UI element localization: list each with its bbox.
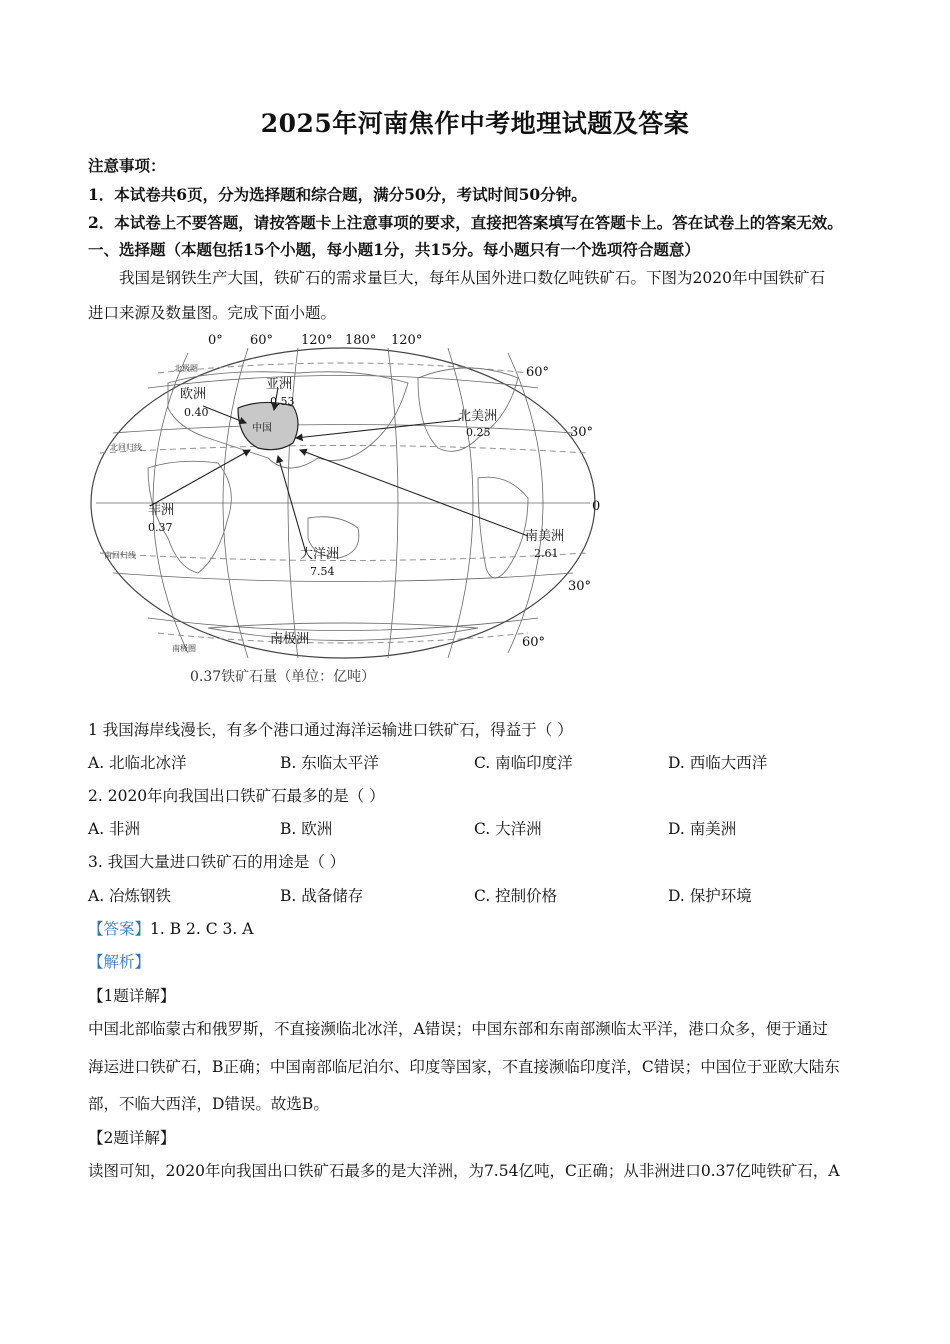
detail-1-line-2: 海运进口铁矿石，B正确；中国南部临尼泊尔、印度等国家，不直接濒临印度洋，C错误；中国位于亚欧大陆东 <box>88 1058 840 1076</box>
map-legend: 0.37铁矿石量（单位：亿吨） <box>190 669 376 685</box>
source-name-asia: 亚洲 <box>266 377 293 392</box>
notes-item-1: 1．本试卷共6页，分为选择题和综合题，满分50分，考试时间50分钟。 <box>88 185 587 204</box>
answer-text: 1. B 2. C 3. A <box>150 920 254 938</box>
answer-tag: 【答案】 <box>88 920 151 938</box>
q2-option-a: A. 非洲 <box>88 820 141 838</box>
q2-option-c: C. 大洋洲 <box>474 820 542 838</box>
q3-option-a: A. 冶炼钢铁 <box>88 887 172 905</box>
lon-label: 0° <box>208 333 223 348</box>
question-3-stem: 3. 我国大量进口铁矿石的用途是（ ） <box>88 853 346 871</box>
label-arctic-circle: 北极圈 <box>174 364 198 373</box>
intro-line-2: 进口来源及数量图。完成下面小题。 <box>88 304 337 322</box>
source-value-north-america: 0.25 <box>466 426 491 439</box>
source-value-south-america: 2.61 <box>534 547 559 560</box>
lat-label: 60° <box>526 365 550 380</box>
page-title: 2025年河南焦作中考地理试题及答案 <box>260 109 690 138</box>
detail-1-heading: 【1题详解】 <box>88 987 176 1005</box>
source-labels <box>148 377 564 647</box>
latitude-labels <box>522 365 600 650</box>
q1-option-d: D. 西临大西洋 <box>668 754 768 772</box>
question-2-stem: 2. 2020年向我国出口铁矿石最多的是（ ） <box>88 787 385 805</box>
question-1-stem: 1 我国海岸线漫长，有多个港口通过海洋运输进口铁矿石，得益于（ ） <box>88 721 573 739</box>
detail-2-line-1: 读图可知，2020年向我国出口铁矿石最多的是大洋洲，为7.54亿吨，C正确；从非洲进口0.37亿吨铁矿石，A <box>88 1162 840 1180</box>
section-heading: 一、选择题（本题包括15个小题，每小题1分，共15分。每小题只有一个选项符合题意） <box>88 240 700 259</box>
notes-heading: 注意事项： <box>88 156 166 175</box>
answer-line <box>88 917 253 939</box>
q3-option-c: C. 控制价格 <box>474 887 558 905</box>
source-value-africa: 0.37 <box>148 521 173 534</box>
arrow-africa <box>150 450 250 506</box>
label-tropic-capricorn: 南回归线 <box>104 551 136 560</box>
intro-line-1: 我国是钢铁生产大国，铁矿石的需求量巨大，每年从国外进口数亿吨铁矿石。下图为2020年中国铁矿石 <box>119 269 825 287</box>
map-label-china: 中国 <box>252 423 272 434</box>
lat-label: 0 <box>592 499 601 514</box>
q1-option-c: C. 南临印度洋 <box>474 754 573 772</box>
source-value-asia: 0.53 <box>270 395 295 408</box>
source-name-south-america: 南美洲 <box>525 529 565 544</box>
q2-option-d: D. 南美洲 <box>668 820 737 838</box>
longitude-labels <box>208 333 422 348</box>
arrow-south-america <box>300 450 528 536</box>
lon-label: 120° <box>301 333 333 348</box>
arrow-oceania <box>278 456 306 553</box>
q2-option-b: B. 欧洲 <box>280 820 333 838</box>
arrow-north-america <box>296 420 460 438</box>
detail-2-heading: 【2题详解】 <box>88 1129 176 1147</box>
q3-option-b: B. 战备储存 <box>280 887 364 905</box>
source-name-europe: 欧洲 <box>180 387 207 402</box>
lon-label: 60° <box>250 333 274 348</box>
label-antarctic-circle: 南极圈 <box>172 644 196 653</box>
source-name-oceania: 大洋洲 <box>300 547 340 562</box>
lat-label: 60° <box>522 635 546 650</box>
lat-label: 30° <box>570 425 594 440</box>
source-value-europe: 0.40 <box>184 406 209 419</box>
source-name-north-america: 北美洲 <box>458 409 498 424</box>
q1-option-a: A. 北临北冰洋 <box>88 754 187 772</box>
lon-label: 120° <box>391 333 423 348</box>
detail-1-line-3: 部，不临大西洋，D错误。故选B。 <box>88 1095 329 1113</box>
notes-item-2: 2．本试卷上不要答题，请按答题卡上注意事项的要求，直接把答案填写在答题卡上。答在试卷上的答案无效。 <box>88 213 843 232</box>
detail-1-line-1: 中国北部临蒙古和俄罗斯，不直接濒临北冰洋，A错误；中国东部和东南部濒临太平洋，港口众多，便于通过 <box>88 1020 828 1038</box>
world-map-figure <box>88 328 618 693</box>
analysis-tag: 【解析】 <box>88 953 151 971</box>
lat-label: 30° <box>568 579 592 594</box>
source-name-africa: 非洲 <box>148 503 175 518</box>
q1-option-b: B. 东临太平洋 <box>280 754 379 772</box>
q3-option-d: D. 保护环境 <box>668 887 752 905</box>
label-antarctica: 南极洲 <box>270 632 310 647</box>
label-tropic-cancer: 北回归线 <box>110 443 142 452</box>
source-value-oceania: 7.54 <box>310 565 335 578</box>
lon-label: 180° <box>345 333 377 348</box>
